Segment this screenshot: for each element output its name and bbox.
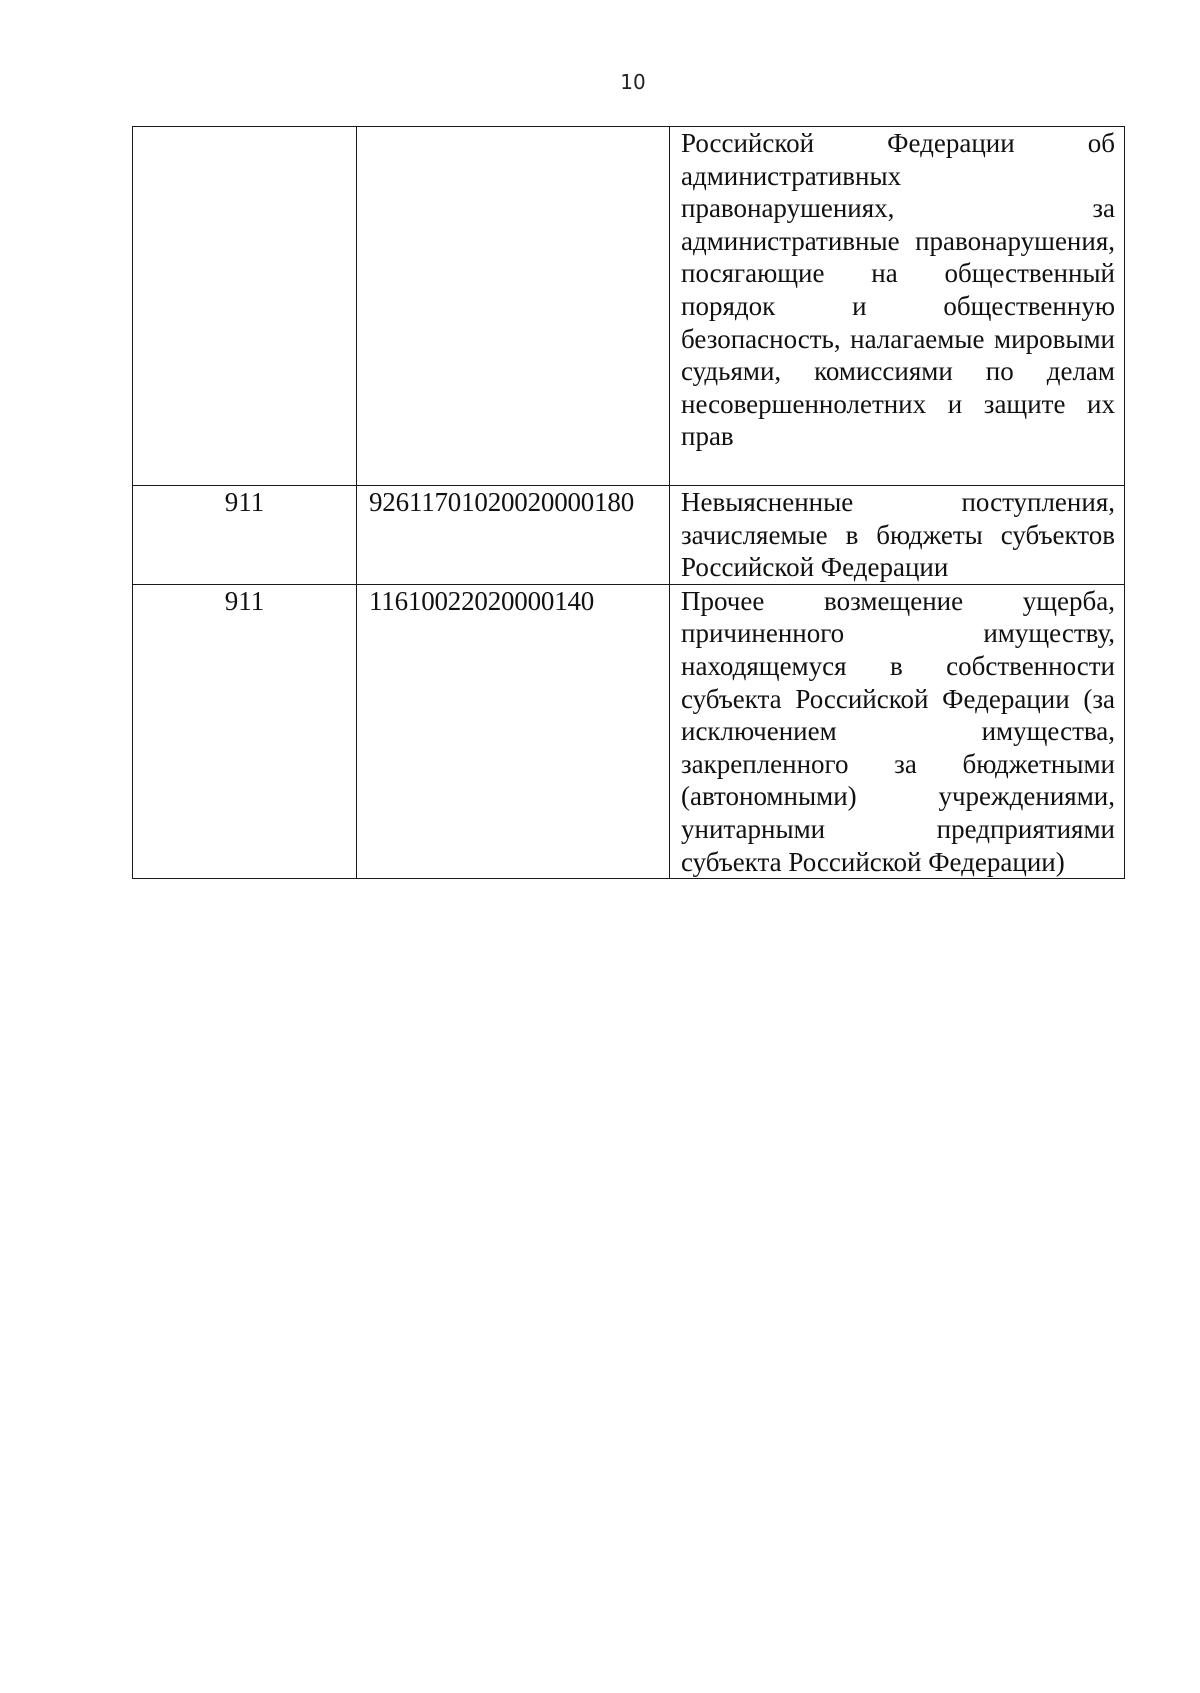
kbk-code: 92611701020020000180 (369, 487, 634, 517)
description-text: Прочее возмещение ущерба, причиненного имуществу, находящемуся в собственности субъекта Российской Федерации (за исключением имущества, закрепленного за бюджетными (автономными) учреждениями, унитарными предприятиями субъекта Российской Федерации) (681, 585, 1115, 877)
description-cell (670, 127, 1125, 486)
admin-code-cell (133, 127, 357, 486)
description-cell (670, 584, 1125, 878)
description-cell (670, 486, 1125, 585)
table-row (133, 127, 1125, 486)
table-row (133, 486, 1125, 585)
income-codes-table (132, 126, 1125, 879)
kbk-code-cell (357, 127, 670, 486)
admin-code-cell (133, 486, 357, 585)
kbk-code: 11610022020000140 (369, 585, 595, 616)
description-text: Российской Федерации об административных правонарушениях, за административные правонарушения, посягающие на общественный порядок и общественную безопасность, налагаемые мировыми судьями, комиссиями по делам несовершеннолетних и защите их прав (681, 128, 1115, 452)
description-text: Невыясненные поступления, зачисляемые в бюджеты субъектов Российской Федерации (681, 487, 1115, 583)
page-number: 10 (620, 70, 646, 94)
table-row (133, 584, 1125, 878)
kbk-code-cell (357, 486, 670, 585)
admin-code: 911 (224, 585, 265, 616)
admin-code: 911 (224, 487, 265, 517)
kbk-code-cell (357, 584, 670, 878)
admin-code-cell (133, 584, 357, 878)
